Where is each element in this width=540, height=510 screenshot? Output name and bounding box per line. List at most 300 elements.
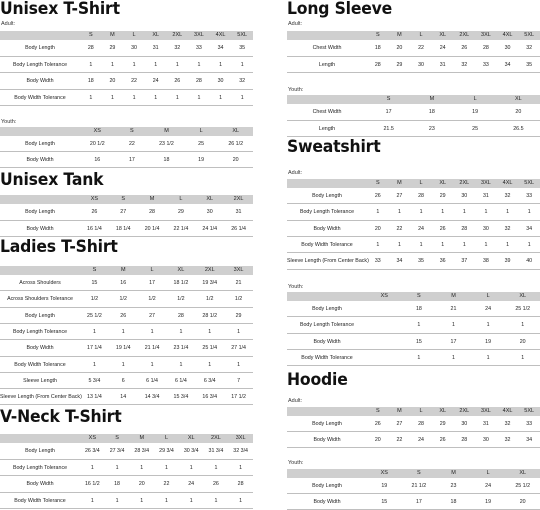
measurement-value: 40 <box>526 258 533 265</box>
measurement-label: Body Length <box>312 193 342 200</box>
measurement-value: 24 <box>485 306 492 313</box>
row-divider <box>0 356 253 357</box>
measurement-label: Body Length <box>25 312 55 319</box>
measurement-label: Sleeve Length <box>23 377 57 384</box>
measurement-value: 21.5 <box>383 125 394 132</box>
measurement-label: Body Width <box>313 338 341 345</box>
measurement-value: 27 3/4 <box>109 448 125 455</box>
size-header-xl: XL <box>519 470 527 476</box>
measurement-value: 6 1/4 <box>175 377 187 384</box>
size-header-l: L <box>419 408 423 414</box>
measurement-value: 32 <box>504 437 511 443</box>
measurement-value: 34 <box>526 437 533 443</box>
measurement-value: 27 1/4 <box>231 345 246 352</box>
measurement-value: 28 1/2 <box>202 312 218 319</box>
size-header-xs: XS <box>93 128 101 134</box>
measurement-value: 1 <box>92 361 96 368</box>
size-header-s: S <box>375 180 380 186</box>
row-divider <box>0 307 253 308</box>
measurement-value: 1 <box>240 61 244 68</box>
measurement-label: Length <box>318 61 336 68</box>
measurement-value: 16 <box>94 157 101 163</box>
size-header-l: L <box>486 470 490 476</box>
measurement-label: Chest Width <box>312 109 342 116</box>
measurement-value: 1 <box>441 209 445 216</box>
measurement-value: 26.5 <box>513 125 524 132</box>
size-header-2xl: 2XL <box>459 408 470 414</box>
size-header-xl: XL <box>152 32 160 38</box>
size-header-l: L <box>419 180 423 186</box>
measurement-value: 1 <box>484 209 488 216</box>
measurement-value: 24 <box>485 483 492 489</box>
measurement-value: 1 <box>527 209 531 216</box>
measurement-label: Body Length <box>312 421 342 427</box>
measurement-value: 1 <box>110 94 114 101</box>
measurement-label: Sleeve Length (From Center Back) <box>287 258 369 265</box>
size-header-xl: XL <box>232 128 240 134</box>
section-title-long-sleeve: Long Sleeve <box>287 0 393 19</box>
measurement-label: Sleeve Length (From Center Back) <box>0 394 82 401</box>
measurement-value: 7 <box>237 377 241 384</box>
measurement-value: 18 <box>428 109 435 116</box>
measurement-value: 25 <box>472 125 479 132</box>
measurement-label: Across Shoulders Tolerance <box>7 296 73 303</box>
measurement-value: 1/2 <box>234 296 243 303</box>
measurement-value: 26 <box>439 225 446 232</box>
measurement-value: 6 1/4 <box>146 377 158 384</box>
measurement-value: 18 <box>163 157 170 163</box>
measurement-value: 1 <box>397 209 401 216</box>
measurement-value: 27 <box>396 421 403 427</box>
size-header-s: S <box>92 267 97 273</box>
size-header-m: M <box>451 470 456 476</box>
size-header-xs: XS <box>88 435 97 441</box>
measurement-value: 1 <box>527 242 531 249</box>
measurement-value: 17 <box>149 280 156 287</box>
measurement-value: 1 <box>452 355 455 362</box>
measurement-value: 1 <box>417 355 421 362</box>
row-divider <box>0 323 253 324</box>
table-group-label: Youth: <box>1 119 17 125</box>
measurement-value: 22 <box>396 437 403 443</box>
table-group-label: Youth: <box>288 460 304 466</box>
measurement-value: 35 <box>418 258 425 265</box>
measurement-value: 19 <box>472 109 479 116</box>
measurement-value: 29 3/4 <box>159 448 174 455</box>
measurement-value: 23 1/2 <box>159 141 174 147</box>
measurement-label: Body Width <box>26 481 54 488</box>
measurement-label: Body Length <box>312 306 342 313</box>
measurement-value: 1 <box>121 361 125 368</box>
measurement-value: 26 1/4 <box>231 225 246 232</box>
measurement-value: 34 <box>396 258 403 265</box>
measurement-value: 15 <box>91 280 98 287</box>
size-header-4xl: 4XL <box>502 32 513 38</box>
measurement-label: Body Width <box>26 157 54 163</box>
measurement-label: Body Length Tolerance <box>299 322 355 329</box>
measurement-value: 1 <box>150 361 154 368</box>
size-header-s: S <box>121 196 126 202</box>
measurement-value: 20 1/2 <box>89 141 105 147</box>
measurement-value: 14 3/4 <box>144 394 160 401</box>
size-header-5xl: 5XL <box>524 408 535 414</box>
measurement-value: 30 <box>461 193 468 200</box>
measurement-value: 19 1/4 <box>115 345 131 352</box>
measurement-value: 27 <box>396 193 403 200</box>
measurement-value: 1 <box>214 464 218 471</box>
measurement-value: 1 <box>452 322 455 329</box>
measurement-value: 30 <box>217 78 224 85</box>
measurement-value: 18 <box>374 45 381 52</box>
section-title-unisex-tshirt: Unisex T-Shirt <box>0 0 120 19</box>
measurement-value: 1 <box>179 361 183 368</box>
measurement-value: 21 <box>450 306 457 313</box>
measurement-value: 23 <box>450 483 457 489</box>
measurement-value: 19 <box>381 483 388 489</box>
measurement-value: 1 <box>92 329 96 336</box>
measurement-value: 25 1/2 <box>515 483 531 489</box>
row-divider <box>287 252 540 253</box>
measurement-value: 20 <box>232 157 239 163</box>
measurement-value: 1/2 <box>206 296 214 303</box>
measurement-value: 21 <box>235 280 242 287</box>
measurement-label: Body Length <box>25 141 55 147</box>
measurement-value: 17 <box>385 109 392 116</box>
size-header-l: L <box>164 435 169 441</box>
row-divider <box>0 388 253 389</box>
size-header-m: M <box>451 293 456 299</box>
measurement-value: 1 <box>521 322 525 329</box>
measurement-value: 1 <box>90 464 94 471</box>
measurement-value: 1 <box>132 94 136 101</box>
row-divider <box>287 447 540 448</box>
measurement-value: 1 <box>115 497 119 504</box>
measurement-value: 1 <box>419 242 423 249</box>
measurement-value: 1 <box>150 329 154 336</box>
measurement-value: 1 <box>240 94 244 101</box>
row-divider <box>287 120 540 121</box>
measurement-label: Body Width <box>313 225 341 232</box>
table-group-label: Adult: <box>288 170 303 176</box>
measurement-label: Body Width Tolerance <box>301 242 353 249</box>
size-header-2xl: 2XL <box>233 196 244 202</box>
size-header-5xl: 5XL <box>524 180 535 186</box>
measurement-value: 30 <box>206 209 213 216</box>
size-header-5xl: 5XL <box>524 32 535 38</box>
size-header-5xl: 5XL <box>237 32 248 38</box>
measurement-value: 16 1/2 <box>84 481 100 488</box>
measurement-value: 28 <box>461 225 468 232</box>
size-header-4xl: 4XL <box>502 408 513 414</box>
measurement-value: 37 <box>461 258 468 265</box>
size-header-xs: XS <box>380 470 388 476</box>
measurement-value: 30 <box>131 45 138 52</box>
measurement-value: 31 <box>482 193 489 200</box>
table-group-label: Adult: <box>288 398 303 404</box>
measurement-value: 18 <box>415 306 422 313</box>
size-header-2xl: 2XL <box>211 435 221 441</box>
size-header-xl: XL <box>187 435 195 441</box>
measurement-value: 16 1/4 <box>87 225 102 232</box>
measurement-value: 18 <box>450 499 457 505</box>
row-divider <box>287 493 540 494</box>
measurement-value: 29 <box>396 61 403 68</box>
measurement-value: 1 <box>154 94 158 101</box>
row-divider <box>0 220 253 221</box>
measurement-value: 1 <box>419 209 423 216</box>
measurement-value: 1/2 <box>90 296 99 303</box>
measurement-value: 36 <box>439 258 446 265</box>
measurement-value: 28 <box>237 481 244 488</box>
size-header-s: S <box>375 32 380 38</box>
measurement-label: Body Length <box>25 209 55 216</box>
measurement-value: 26 <box>91 209 98 216</box>
measurement-value: 1/2 <box>148 296 156 303</box>
size-header-s: S <box>417 293 421 299</box>
measurement-value: 32 <box>526 45 533 52</box>
measurement-label: Across Shoulders <box>19 280 61 287</box>
measurement-value: 30 <box>482 225 489 232</box>
row-divider <box>287 333 540 334</box>
row-divider <box>287 56 540 57</box>
measurement-label: Body Length Tolerance <box>12 464 68 471</box>
measurement-value: 32 <box>504 421 511 427</box>
measurement-value: 17 <box>128 157 135 163</box>
measurement-value: 1 <box>189 464 193 471</box>
measurement-value: 26 <box>212 481 219 488</box>
measurement-value: 1 <box>110 61 114 68</box>
measurement-value: 33 <box>526 421 533 427</box>
measurement-value: 14 <box>120 394 127 401</box>
measurement-value: 1 <box>237 361 241 368</box>
measurement-value: 1 <box>521 355 525 362</box>
measurement-value: 1 <box>121 329 125 336</box>
measurement-value: 1 <box>376 242 380 249</box>
measurement-value: 27 <box>120 209 127 216</box>
measurement-value: 1 <box>486 355 490 362</box>
measurement-value: 30 <box>461 421 468 427</box>
measurement-value: 20 <box>109 78 116 85</box>
size-header-s: S <box>375 408 380 414</box>
measurement-value: 18 <box>87 78 94 85</box>
size-header-xs: XS <box>380 293 388 299</box>
row-divider <box>287 220 540 221</box>
measurement-value: 26 <box>439 437 446 443</box>
measurement-value: 29 <box>177 209 184 216</box>
measurement-value: 29 <box>439 421 446 427</box>
measurement-value: 1/2 <box>177 296 185 303</box>
measurement-value: 20 <box>515 109 522 116</box>
measurement-value: 1 <box>115 464 119 471</box>
measurement-value: 1 <box>239 497 243 504</box>
measurement-value: 1 <box>376 209 380 216</box>
measurement-value: 24 <box>418 225 425 232</box>
size-header-xl: XL <box>177 267 185 273</box>
measurement-value: 1 <box>208 361 212 368</box>
measurement-value: 26 3/4 <box>84 448 100 455</box>
measurement-value: 18 1/2 <box>173 280 189 287</box>
table-group-label: Adult: <box>1 21 16 27</box>
measurement-value: 1 <box>89 94 93 101</box>
measurement-value: 19 3/4 <box>202 280 218 287</box>
measurement-value: 15 3/4 <box>173 394 189 401</box>
size-header-l: L <box>132 32 136 38</box>
size-header-m: M <box>139 435 145 441</box>
measurement-value: 1 <box>165 497 168 504</box>
measurement-value: 1 <box>441 242 445 249</box>
measurement-value: 31 <box>235 209 242 216</box>
measurement-label: Body Length Tolerance <box>12 61 68 68</box>
size-header-3xl: 3XL <box>481 32 491 38</box>
measurement-label: Body Width Tolerance <box>301 355 353 362</box>
measurement-value: 1 <box>175 61 179 68</box>
measurement-value: 22 1/4 <box>173 225 189 232</box>
measurement-value: 27 <box>149 312 156 319</box>
row-divider <box>0 151 253 152</box>
row-divider <box>0 475 253 476</box>
measurement-value: 22 <box>131 78 138 85</box>
measurement-value: 1 <box>197 61 201 68</box>
measurement-value: 28 <box>177 312 184 319</box>
measurement-label: Length <box>318 125 336 132</box>
size-header-m: M <box>397 180 402 186</box>
measurement-value: 1 <box>417 322 421 329</box>
size-header-4xl: 4XL <box>215 32 226 38</box>
size-header-m: M <box>397 408 402 414</box>
measurement-value: 22 <box>418 45 425 52</box>
size-header-l: L <box>473 96 477 102</box>
measurement-value: 28 <box>482 45 489 52</box>
measurement-value: 32 3/4 <box>233 448 248 455</box>
measurement-value: 32 <box>239 78 246 85</box>
measurement-value: 26 <box>120 312 127 319</box>
size-header-2xl: 2XL <box>172 32 183 38</box>
row-divider <box>0 372 253 373</box>
measurement-label: Body Width Tolerance <box>14 94 66 101</box>
measurement-value: 1 <box>89 61 93 68</box>
measurement-value: 33 <box>374 258 381 265</box>
measurement-value: 20 <box>374 437 381 443</box>
measurement-value: 1 <box>132 61 136 68</box>
measurement-value: 24 1/4 <box>202 225 218 232</box>
measurement-value: 1 <box>214 497 218 504</box>
size-header-s: S <box>115 435 119 441</box>
measurement-value: 38 <box>482 258 489 265</box>
size-header-s: S <box>130 128 134 134</box>
measurement-value: 31 <box>439 61 446 68</box>
measurement-value: 1 <box>462 242 466 249</box>
measurement-value: 33 <box>482 61 489 68</box>
measurement-value: 23 <box>428 125 435 132</box>
measurement-value: 23 1/4 <box>173 345 189 352</box>
measurement-value: 29 <box>439 193 446 200</box>
measurement-value: 15 <box>381 499 388 505</box>
section-title-sweatshirt: Sweatshirt <box>287 137 381 157</box>
measurement-value: 24 <box>418 437 425 443</box>
size-header-m: M <box>149 196 155 202</box>
measurement-value: 25 <box>198 141 205 147</box>
row-divider <box>0 167 253 168</box>
row-divider <box>287 203 540 204</box>
measurement-label: Body Length Tolerance <box>299 209 355 216</box>
measurement-value: 28 <box>418 193 425 200</box>
size-header-3xl: 3XL <box>233 267 244 273</box>
measurement-value: 29 <box>109 45 116 52</box>
measurement-label: Body Width <box>26 345 54 352</box>
measurement-label: Body Width Tolerance <box>14 361 66 368</box>
measurement-label: Body Length Tolerance <box>12 329 68 336</box>
measurement-value: 34 <box>504 61 511 68</box>
measurement-value: 33 <box>526 193 533 200</box>
section-title-vneck-tshirt: V-Neck T-Shirt <box>0 407 122 427</box>
size-header-xl: XL <box>439 408 447 414</box>
measurement-value: 1 <box>140 464 144 471</box>
measurement-value: 1 <box>219 94 223 101</box>
measurement-value: 17 1/2 <box>231 394 246 401</box>
measurement-value: 1 <box>237 329 241 336</box>
measurement-value: 20 <box>519 499 526 505</box>
measurement-value: 1 <box>486 322 490 329</box>
measurement-value: 18 1/4 <box>115 225 131 232</box>
row-divider <box>287 269 540 270</box>
measurement-label: Body Width <box>313 437 341 443</box>
measurement-value: 32 <box>174 45 181 52</box>
size-header-xl: XL <box>519 293 527 299</box>
size-header-l: L <box>486 293 490 299</box>
measurement-value: 6 <box>121 377 125 384</box>
measurement-value: 35 <box>239 45 246 52</box>
section-title-ladies-tshirt: Ladies T-Shirt <box>0 237 118 257</box>
measurement-value: 28 <box>461 437 468 443</box>
size-header-4xl: 4XL <box>502 180 513 186</box>
measurement-value: 30 3/4 <box>183 448 199 455</box>
size-header-l: L <box>199 128 203 134</box>
measurement-value: 26 <box>374 421 381 427</box>
size-header-3xl: 3XL <box>235 435 246 441</box>
measurement-value: 26 <box>461 45 468 52</box>
measurement-value: 26 <box>174 78 181 85</box>
measurement-value: 25 1/2 <box>515 306 531 313</box>
measurement-value: 20 <box>519 338 526 345</box>
size-header-m: M <box>110 32 115 38</box>
size-header-xl: XL <box>206 196 214 202</box>
measurement-value: 1 <box>197 94 201 101</box>
measurement-value: 1 <box>397 242 401 249</box>
size-header-l: L <box>150 267 154 273</box>
row-divider <box>0 89 253 90</box>
row-divider <box>0 105 253 106</box>
measurement-label: Body Length <box>25 45 55 52</box>
measurement-value: 1 <box>165 464 168 471</box>
size-header-m: M <box>429 96 435 102</box>
table-group-label: Youth: <box>288 87 304 93</box>
size-header-2xl: 2XL <box>459 32 470 38</box>
size-header-xl: XL <box>515 96 522 102</box>
row-divider <box>287 72 540 73</box>
measurement-value: 19 <box>485 338 492 345</box>
measurement-label: Body Width <box>26 78 54 85</box>
measurement-label: Body Length <box>25 448 55 455</box>
measurement-value: 1 <box>90 497 94 504</box>
measurement-value: 1 <box>484 242 488 249</box>
size-header-3xl: 3XL <box>481 180 491 186</box>
measurement-value: 1 <box>219 61 223 68</box>
size-header-m: M <box>397 32 402 38</box>
measurement-value: 1 <box>506 209 510 216</box>
measurement-value: 1 <box>140 497 144 504</box>
measurement-value: 20 <box>396 45 403 52</box>
measurement-label: Body Width Tolerance <box>14 497 66 504</box>
